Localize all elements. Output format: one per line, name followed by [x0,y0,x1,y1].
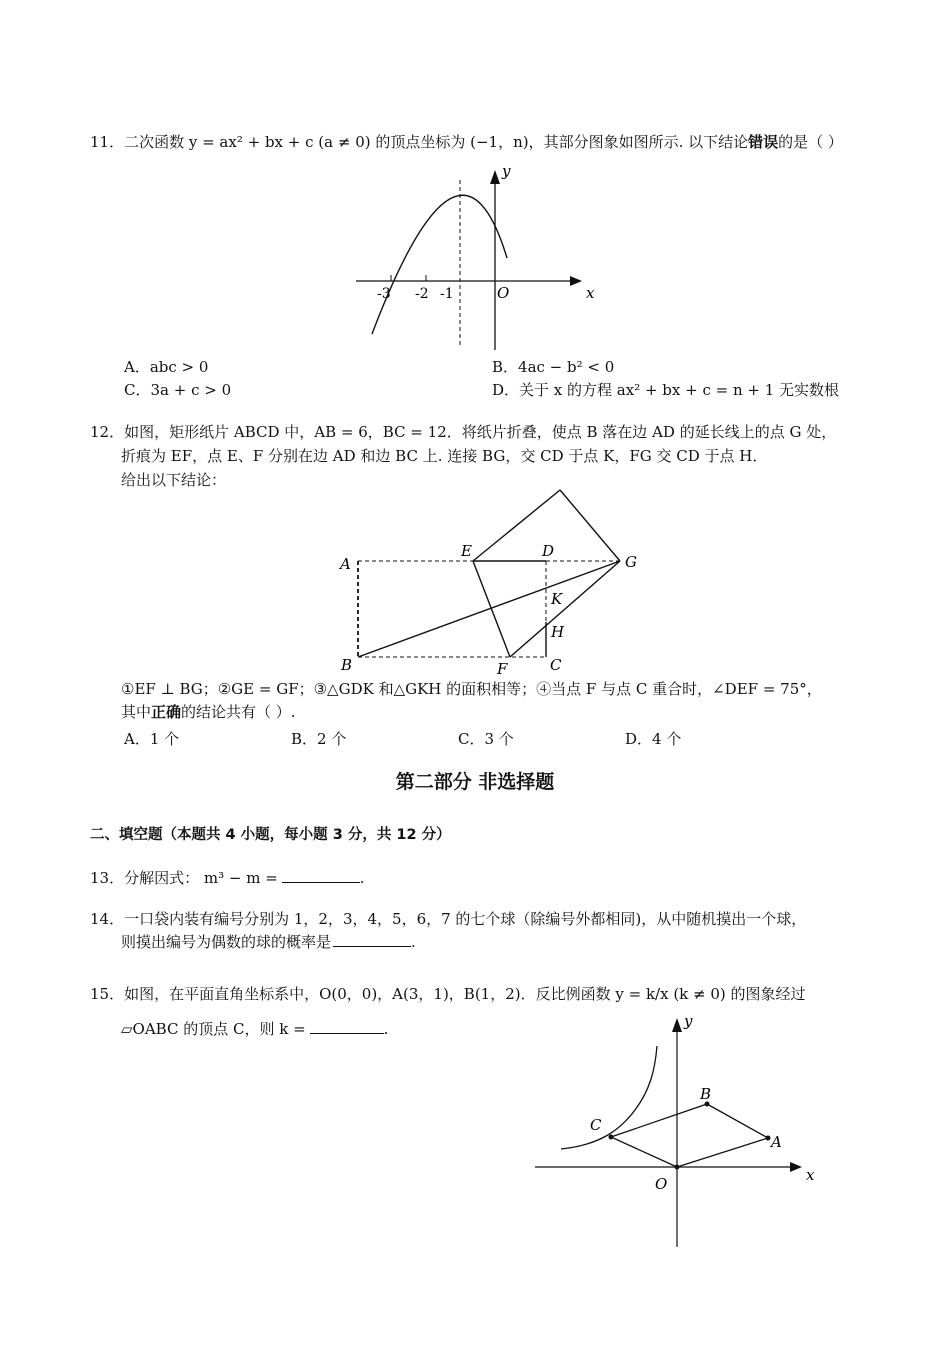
q12-line1: 12．如图，矩形纸片 ABCD 中，AB = 6，BC = 12．将纸片折叠，使点 B 落在边 AD 的延长线上的点 G 处， [90,423,837,441]
q15-line1: 15．如图，在平面直角坐标系中，O(0，0)，A(3，1)，B(1，2)．反比例函数 y = k/x (k ≠ 0) 的图象经过 [90,985,806,1003]
q12-option-c[interactable]: C．3 个 [458,730,514,748]
section2-heading: 二、填空题（本题共 4 小题，每小题 3 分，共 12 分） [90,827,451,843]
q12-line2: 折痕为 EF，点 E、F 分别在边 AD 和边 BC 上. 连接 BG，交 CD 于点 K，FG 交 CD 于点 H． [121,447,768,465]
svg-text:A: A [771,1133,782,1151]
q15-line2: ▱OABC 的顶点 C，则 k = . [121,1020,389,1038]
y-axis-arrow-icon [672,1018,682,1032]
q11-tick-label: -2 [415,286,429,302]
q14-line2: 则摸出编号为偶数的球的概率是 . [121,933,416,951]
q11-x-label: x [586,284,595,302]
q13: 13．分解因式： m³ − m = . [90,869,365,887]
q12-option-a[interactable]: A．1 个 [124,730,180,748]
q11-option-b[interactable]: B．4ac − b² < 0 [492,358,615,376]
q11-option-a[interactable]: A．abc > 0 [124,358,209,376]
svg-text:C: C [590,1116,602,1134]
svg-text:B: B [341,656,353,674]
q11-stem: 11．二次函数 y = ax² + bx + c (a ≠ 0) 的顶点坐标为 (−1，n)，其部分图象如图所示. 以下结论错误的是（ ） [90,133,843,151]
q12-option-d[interactable]: D．4 个 [625,730,682,748]
svg-text:B: B [700,1085,712,1103]
q11-option-c[interactable]: C．3a + c > 0 [124,381,232,399]
svg-text:G: G [625,553,637,571]
svg-text:A: A [340,555,351,573]
q12-conclusions: ①EF ⊥ BG；②GE = GF；③△GDK 和△GKH 的面积相等；④当点 F 与点 C 重合时，∠DEF = 75°， [121,680,822,698]
svg-text:E: E [461,542,472,560]
svg-text:C: C [550,656,562,674]
svg-text:K: K [551,590,563,608]
x-axis-arrow-icon [790,1162,802,1172]
svg-text:F: F [497,660,508,678]
q12-option-b[interactable]: B．2 个 [291,730,347,748]
q11-tick-label: -3 [377,286,391,302]
svg-text:y: y [684,1012,693,1030]
q11-tick-label: -1 [440,286,454,302]
q12-line3: 给出以下结论： [121,471,227,489]
q11-y-label: y [502,162,511,180]
svg-text:H: H [551,623,565,641]
q12-ask: 其中正确的结论共有（ ）. [121,703,296,721]
q11-origin-label: O [497,284,510,302]
svg-text:D: D [542,542,555,560]
part2-title: 第二部分 非选择题 [395,771,555,793]
svg-text:O: O [655,1175,668,1193]
svg-text:x: x [806,1166,815,1184]
q11-option-d[interactable]: D．关于 x 的方程 ax² + bx + c = n + 1 无实数根 [492,381,840,399]
q14-line1: 14．一口袋内装有编号分别为 1，2，3，4，5，6，7 的七个球（除编号外都相同)，从中随机摸出一个球， [90,910,807,928]
